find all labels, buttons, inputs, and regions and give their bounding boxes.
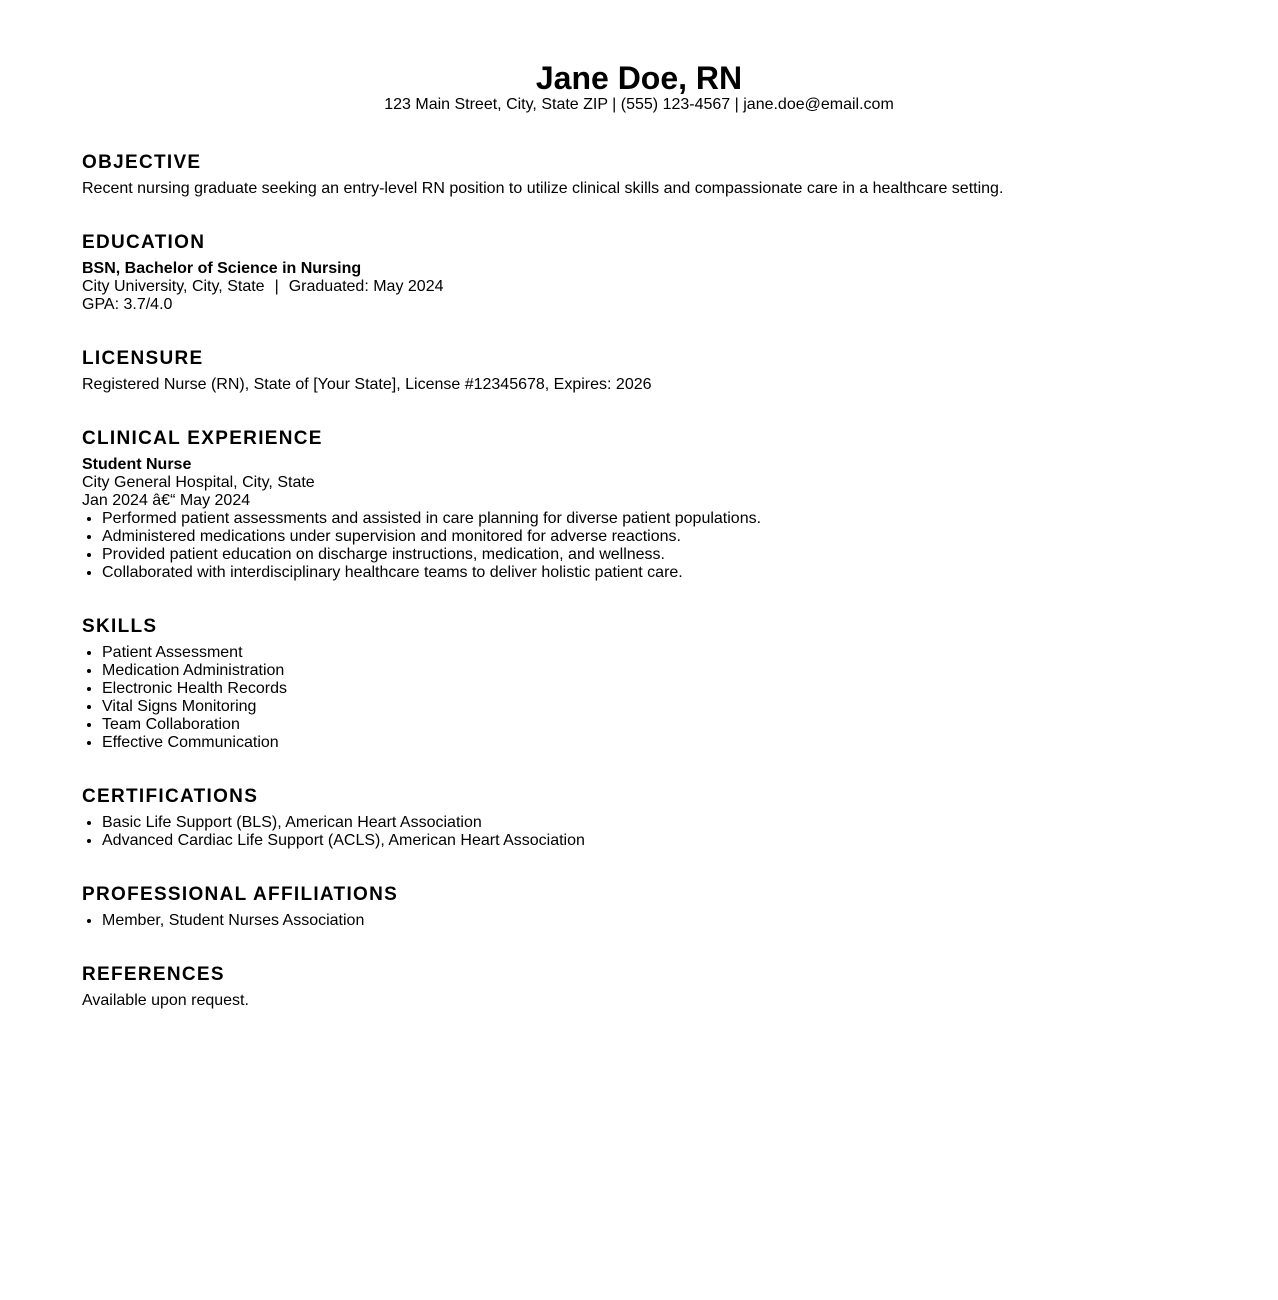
list-item: • Medication Administration xyxy=(102,662,1196,680)
objective-text: Recent nursing graduate seeking an entry-level RN position to utilize clinical skills and compassionate care in a healthcare setting. xyxy=(82,180,1004,197)
affiliations-list xyxy=(82,912,1196,930)
clinical-experience-section xyxy=(82,428,1196,582)
list-item: • Advanced Cardiac Life Support (ACLS), American Heart Association xyxy=(102,832,1196,850)
job-role: Student Nurse xyxy=(82,456,192,473)
affiliations-section xyxy=(82,884,1196,930)
licensure-text: Registered Nurse (RN), State of [Your State], License #12345678, Expires: 2026 xyxy=(82,376,652,393)
school-name: City University, City, State xyxy=(82,278,265,295)
list-item: • Patient Assessment xyxy=(102,644,1196,662)
section-title-affiliations: PROFESSIONAL AFFILIATIONS xyxy=(82,884,399,905)
references-text: Available upon request. xyxy=(82,992,249,1009)
education-section xyxy=(82,232,1196,314)
list-item: • Effective Communication xyxy=(102,734,1196,752)
objective-section xyxy=(82,152,1196,198)
school-line xyxy=(82,278,1196,296)
section-title-licensure: LICENSURE xyxy=(82,348,204,369)
list-item: • Performed patient assessments and assisted in care planning for diverse patient populations. xyxy=(102,510,1196,528)
skills-section xyxy=(82,616,1196,752)
skills-list xyxy=(82,644,1196,752)
school-separator: | xyxy=(274,278,279,295)
list-item: • Team Collaboration xyxy=(102,716,1196,734)
section-title-clinical-experience: CLINICAL EXPERIENCE xyxy=(82,428,323,449)
list-item: • Collaborated with interdisciplinary healthcare teams to deliver holistic patient care. xyxy=(102,564,1196,582)
list-item: • Electronic Health Records xyxy=(102,680,1196,698)
candidate-name: Jane Doe, RN xyxy=(535,60,743,96)
certifications-section xyxy=(82,786,1196,850)
list-item: • Administered medications under supervision and monitored for adverse reactions. xyxy=(102,528,1196,546)
list-item: • Member, Student Nurses Association xyxy=(102,912,1196,930)
job-location: City General Hospital, City, State xyxy=(82,474,315,491)
section-title-certifications: CERTIFICATIONS xyxy=(82,786,259,807)
gpa: GPA: 3.7/4.0 xyxy=(82,296,173,313)
section-title-references: REFERENCES xyxy=(82,964,225,985)
list-item: • Basic Life Support (BLS), American Heart Association xyxy=(102,814,1196,832)
list-item: • Provided patient education on discharge instructions, medication, and wellness. xyxy=(102,546,1196,564)
licensure-section xyxy=(82,348,1196,394)
section-title-skills: SKILLS xyxy=(82,616,158,637)
section-title-objective: OBJECTIVE xyxy=(82,152,202,173)
graduation-date: Graduated: May 2024 xyxy=(288,278,444,295)
clinical-bullet-list xyxy=(82,510,1196,582)
contact-info: 123 Main Street, City, State ZIP | (555) 123-4567 | jane.doe@email.com xyxy=(384,96,894,113)
degree-title: BSN, Bachelor of Science in Nursing xyxy=(82,260,362,277)
resume-header xyxy=(82,60,1196,114)
list-item: • Vital Signs Monitoring xyxy=(102,698,1196,716)
job-dates: Jan 2024 â€“ May 2024 xyxy=(82,492,251,509)
references-section xyxy=(82,964,1196,1010)
certifications-list xyxy=(82,814,1196,850)
section-title-education: EDUCATION xyxy=(82,232,206,253)
